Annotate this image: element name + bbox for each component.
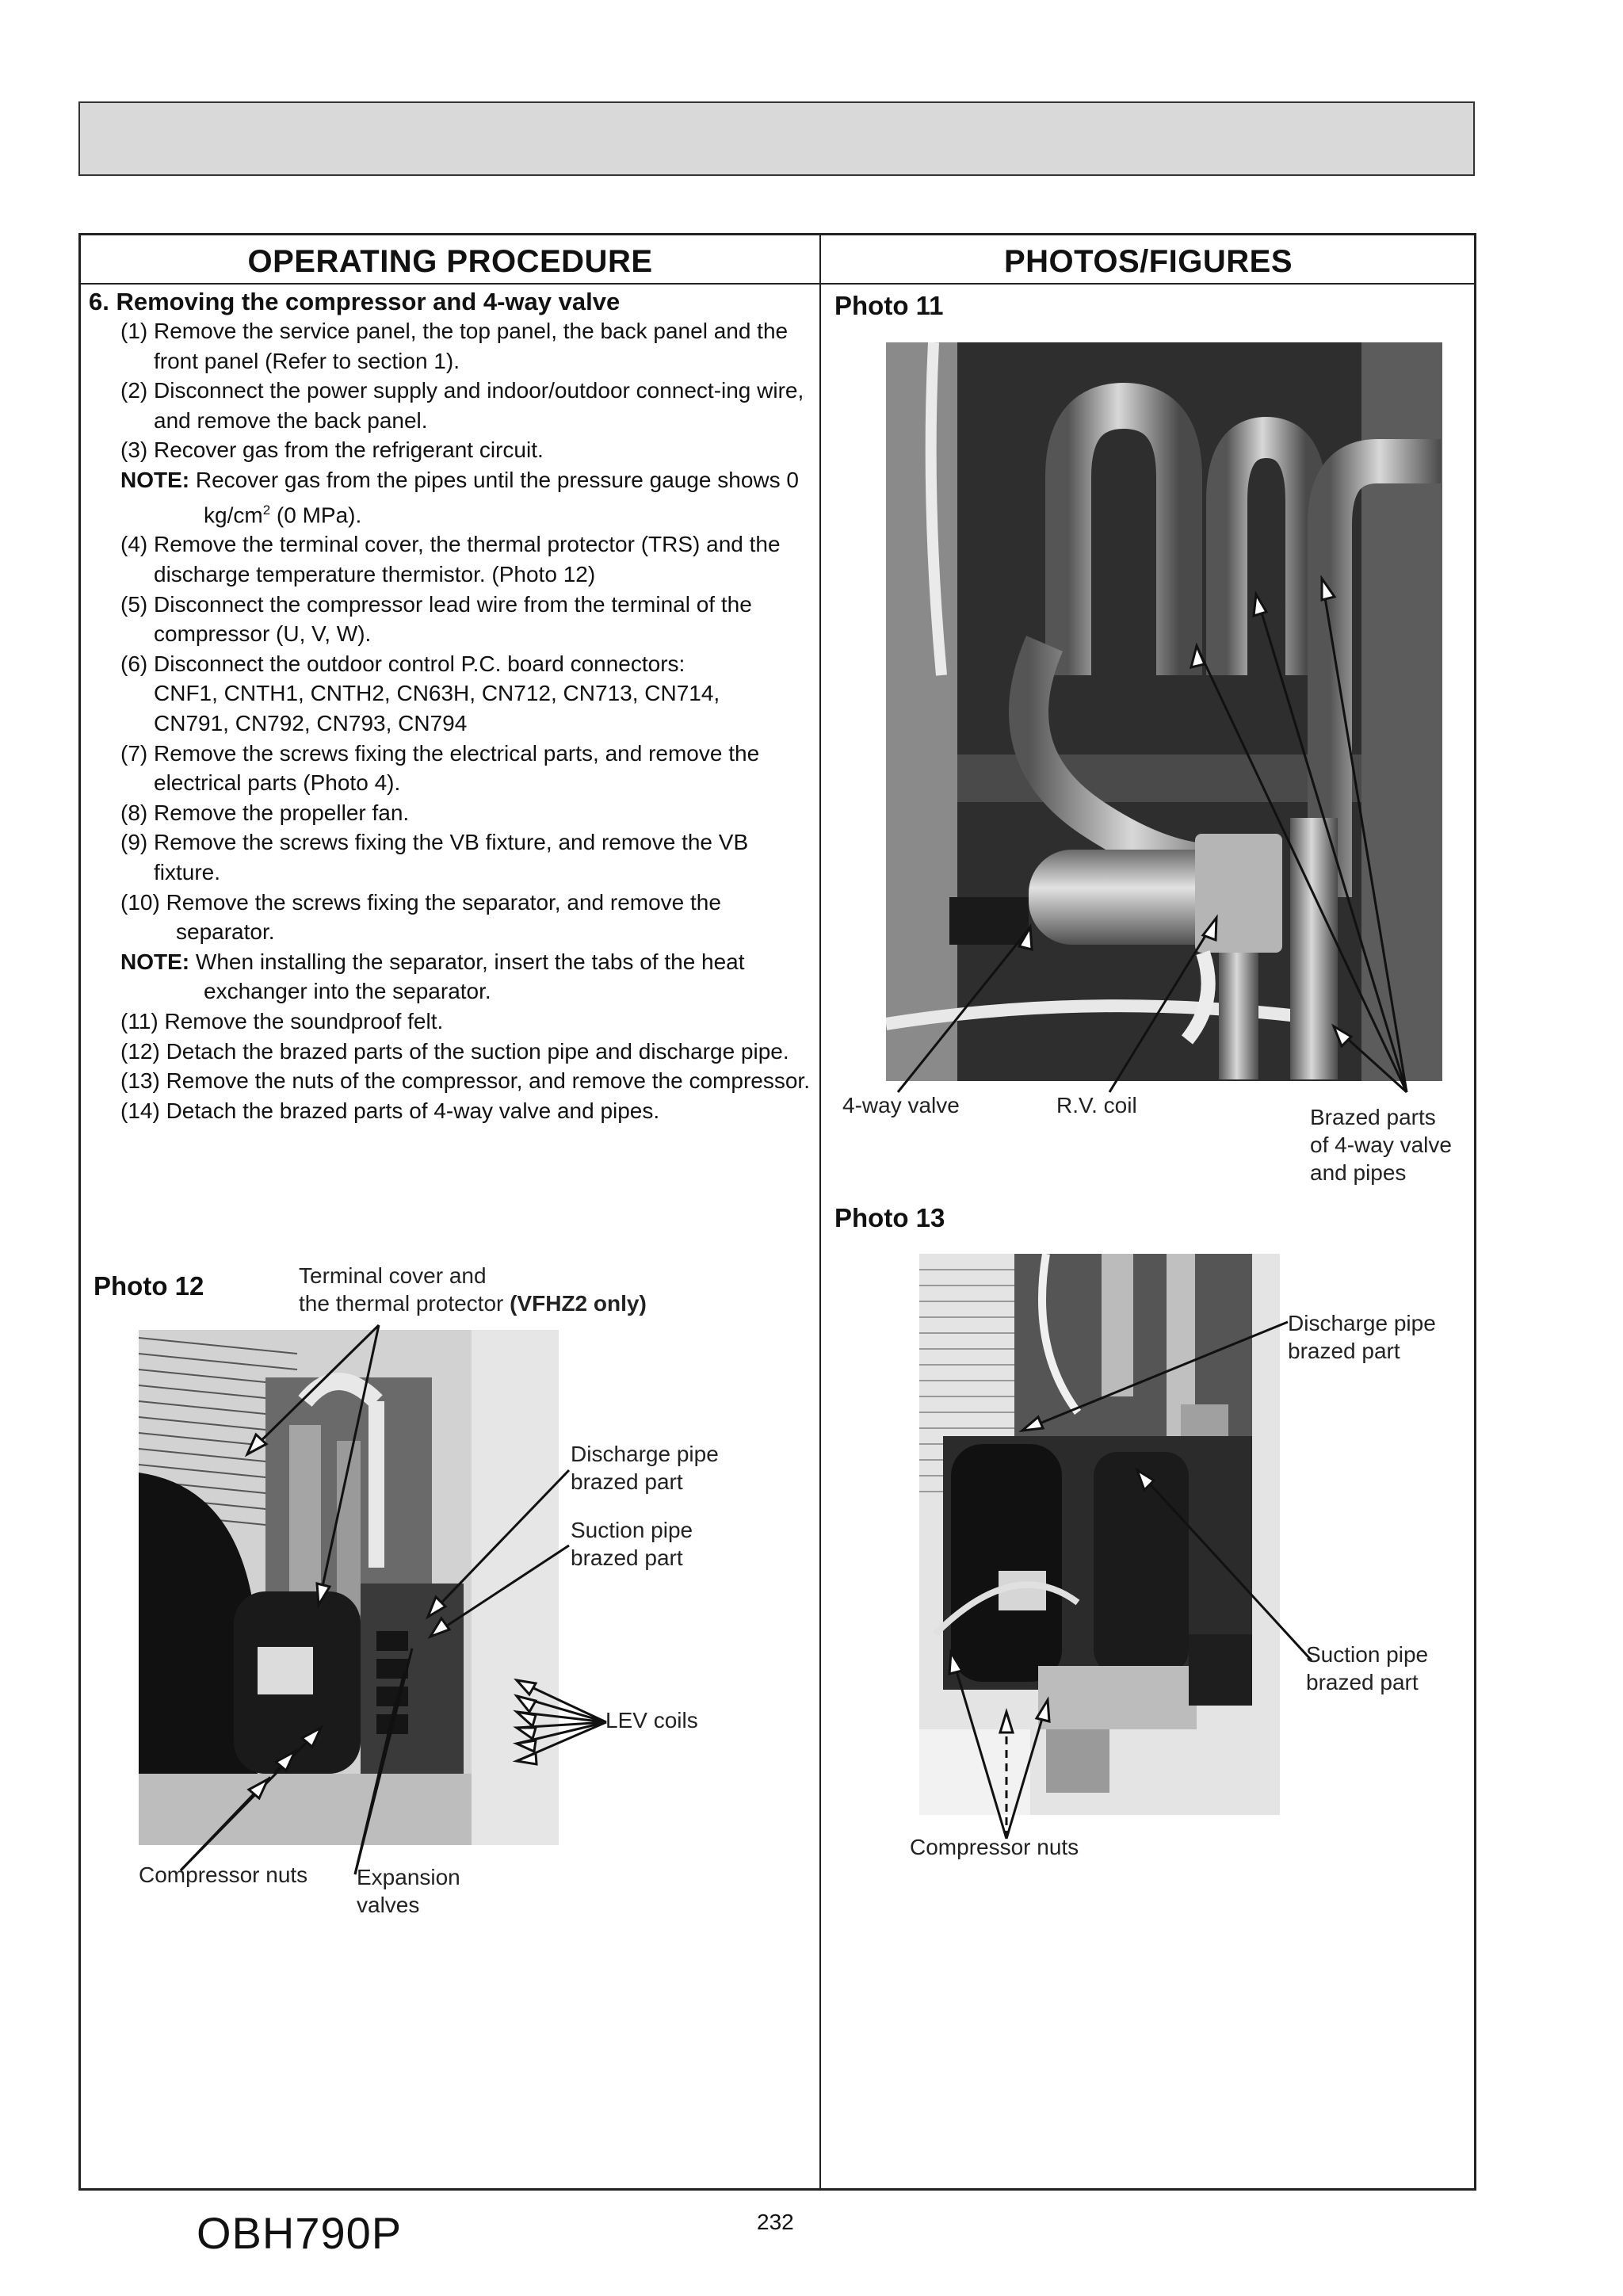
caption-line: Expansion [357,1865,460,1889]
step-text: Disconnect the compressor lead wire from the terminal of the compressor (U, V, W). [154,591,752,647]
step-number: (3) [120,437,148,463]
note-text-end: (0 MPa). [270,502,362,527]
caption-expansion-valves [357,1863,460,1919]
step-text: Remove the soundproof felt. [164,1008,444,1033]
step-text: Detach the brazed parts of the suction pipe and discharge pipe. [166,1038,789,1064]
step-text: Remove the screws fixing the electrical parts, and remove the electrical parts (Photo 4). [154,740,760,796]
step-text: Remove the nuts of the compressor, and remove the compressor. [166,1068,810,1094]
photo-12-label: Photo 12 [94,1271,204,1301]
photo-13-label: Photo 13 [834,1203,945,1232]
step-text: Remove the propeller fan. [154,800,410,825]
model-number: OBH790P [197,2208,403,2258]
caption-line: Terminal cover and [299,1263,487,1288]
step-number: (4) [120,532,148,557]
note-label: NOTE: [120,949,190,974]
caption-compressor-nuts-12: Compressor nuts [139,1862,308,1887]
operating-procedure-heading: OPERATING PROCEDURE [247,244,653,279]
caption-line: of 4-way valve [1310,1133,1452,1157]
page-number: 232 [757,2210,794,2234]
step-number: (11) [120,1008,158,1033]
note-text: When installing the separator, insert the tabs of the heat exchanger into the separator. [195,949,745,1004]
step-text: Remove the terminal cover, the thermal protector (TRS) and the discharge temperature thermistor. (Photo 12) [154,532,781,587]
step-number: (10) [120,889,160,915]
step-number: (2) [120,378,148,403]
caption-line: and pipes [1310,1160,1407,1185]
step-text: Detach the brazed parts of 4-way valve and pipes. [166,1098,660,1123]
step-text: Recover gas from the refrigerant circuit. [154,437,544,463]
section-title: 6. Removing the compressor and 4-way valve [89,288,621,315]
note-text: Recover gas from the pipes until the pressure gauge shows 0 kg/cm [195,467,799,527]
step-number: (8) [120,800,148,825]
step-number: (1) [120,319,148,343]
note-superscript: 2 [262,502,271,518]
caption-rv-coil: R.V. coil [1056,1093,1137,1117]
caption-bold: (VFHZ2 only) [510,1291,647,1316]
step-text: Disconnect the power supply and indoor/outdoor connect-ing wire, and remove the back panel. [154,378,804,433]
step-number: (7) [120,740,148,766]
caption-line: Suction pipe [571,1518,693,1542]
step-number: (14) [120,1098,160,1123]
caption-discharge-pipe-12 [571,1440,719,1496]
caption-line: brazed part [571,1545,683,1570]
caption-line: Discharge pipe [1288,1311,1436,1335]
caption-line: brazed part [571,1469,683,1494]
step-number: (6) [120,651,148,676]
step-number: (5) [120,591,148,617]
connector-list-1: CNF1, CNTH1, CNTH2, CN63H, CN712, CN713, CN714, [154,681,720,706]
caption-line: brazed part [1288,1339,1400,1363]
caption-lev-coils: LEV coils [605,1708,698,1733]
step-text: Remove the screws fixing the separator, and remove the separator. [166,889,721,945]
step-text: Remove the service panel, the top panel, the back panel and the front panel (Refer to section 1). [154,319,789,373]
step-number: (13) [120,1068,160,1094]
caption-line: Brazed parts [1310,1105,1436,1129]
caption-text: the thermal protector [299,1291,510,1316]
step-text: Disconnect the outdoor control P.C. board connectors: [154,651,685,676]
caption-compressor-nuts-13: Compressor nuts [910,1835,1079,1859]
caption-suction-pipe-12 [571,1516,693,1572]
note-label: NOTE: [120,467,190,492]
connector-list-2: CN791, CN792, CN793, CN794 [154,711,468,736]
step-number: (12) [120,1038,160,1064]
caption-line: Discharge pipe [571,1442,719,1466]
caption-line: valves [357,1893,420,1917]
step-text: Remove the screws fixing the VB fixture, and remove the VB fixture. [154,830,749,885]
caption-line: brazed part [1306,1670,1419,1694]
photo-11-label: Photo 11 [834,291,944,320]
caption-line: Suction pipe [1306,1642,1429,1667]
caption-4-way-valve: 4-way valve [842,1093,960,1117]
photos-figures-heading: PHOTOS/FIGURES [1003,244,1293,279]
step-number: (9) [120,830,148,855]
